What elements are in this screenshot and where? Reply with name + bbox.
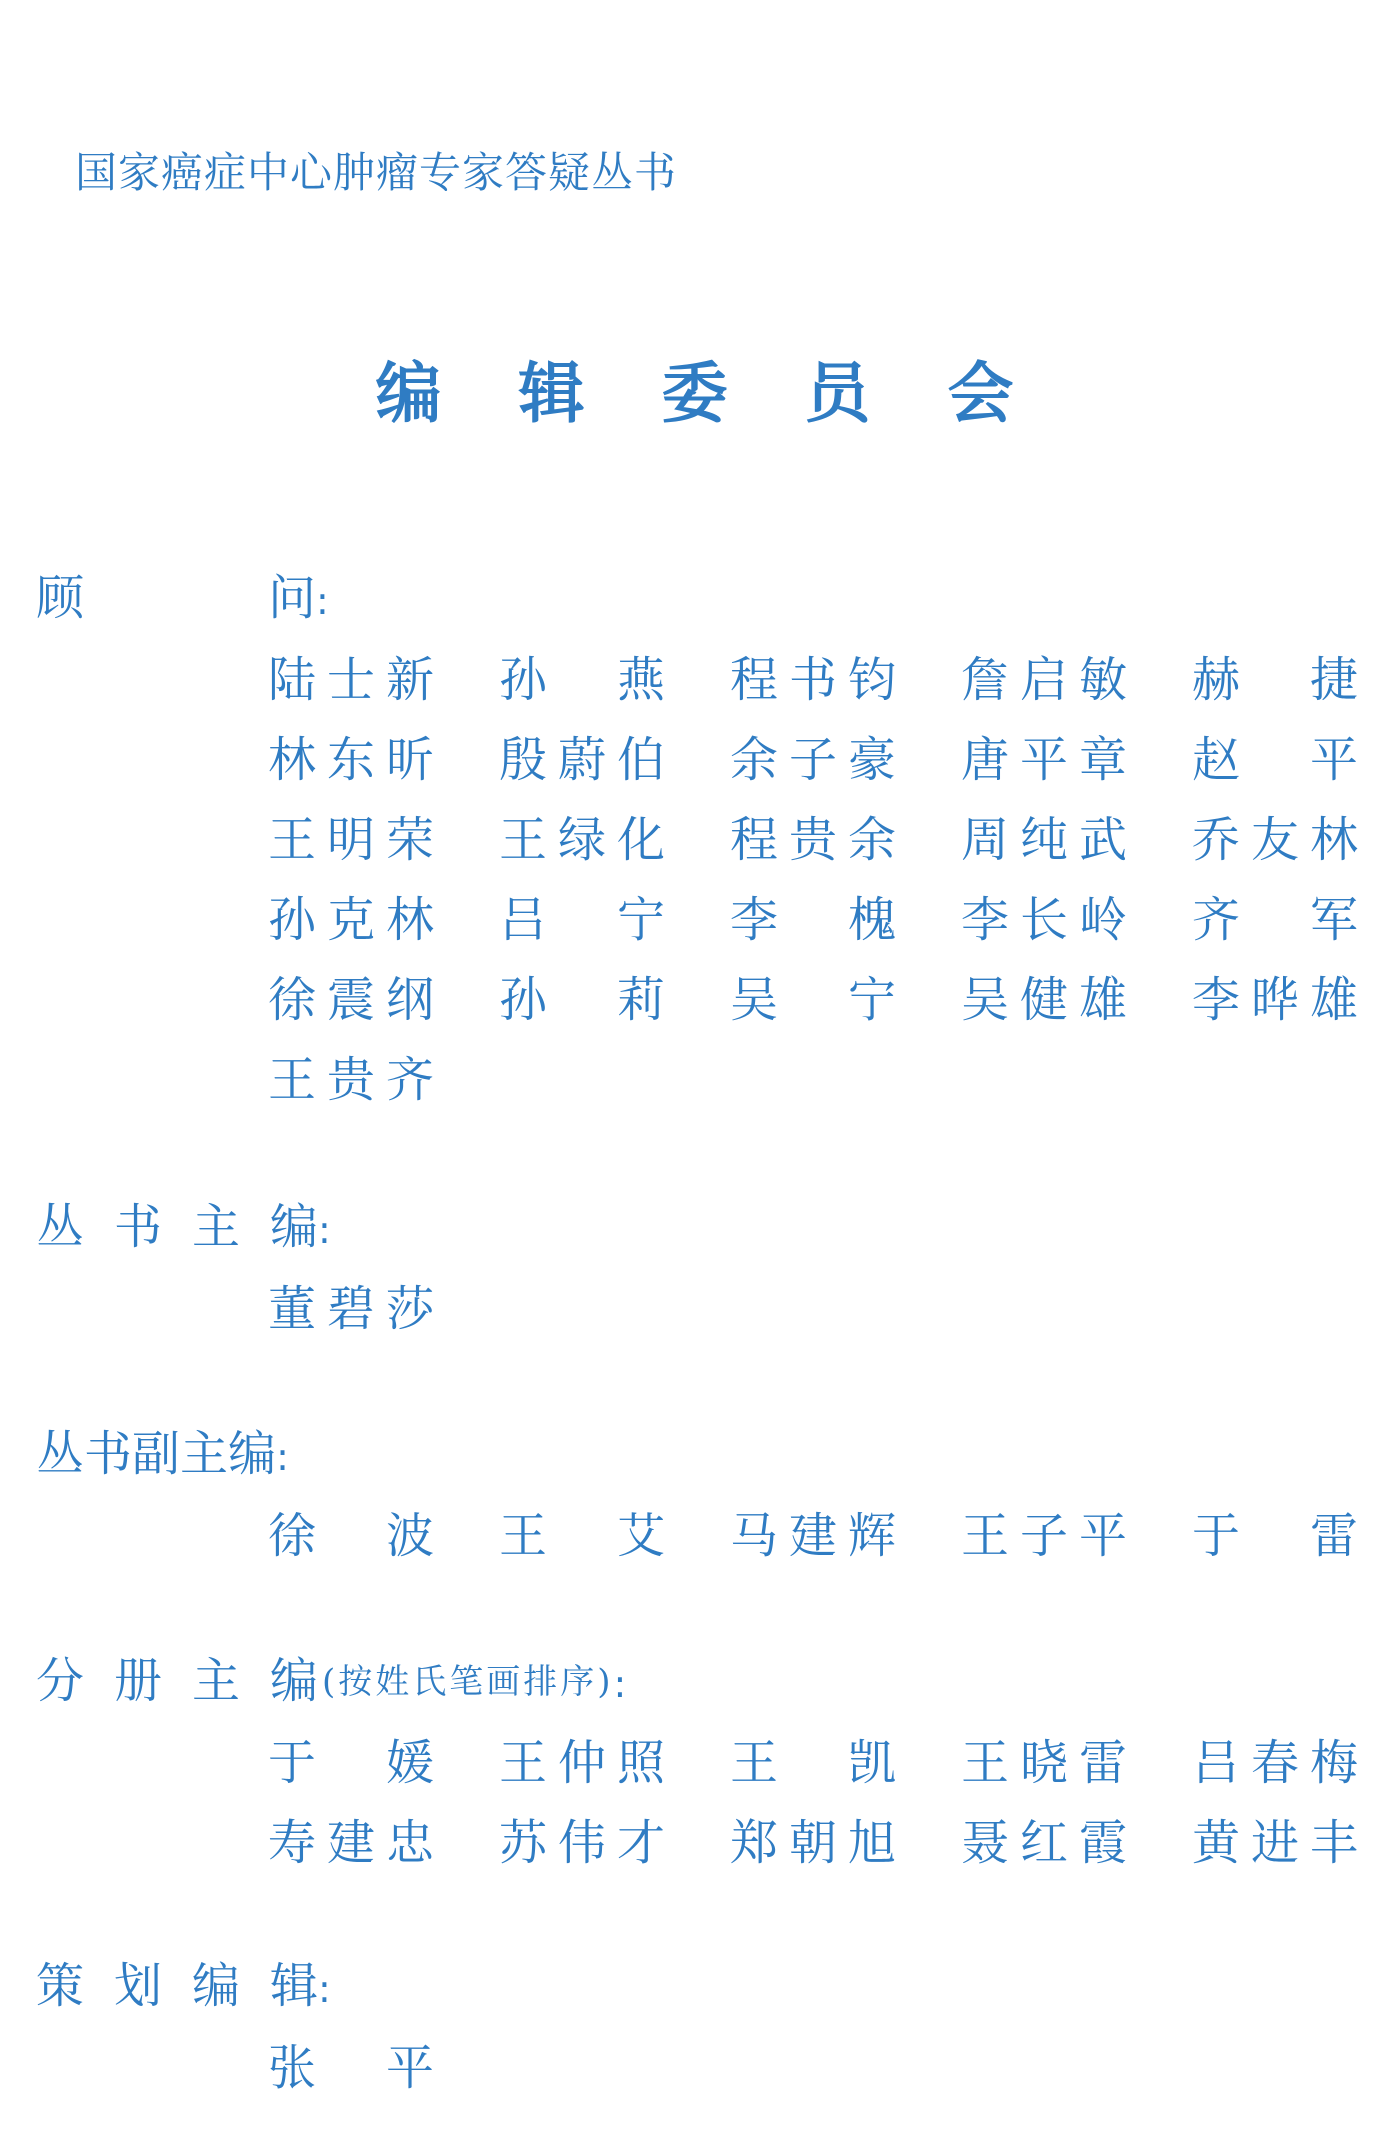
volume-editors-label-note: (按姓氏笔画排序) xyxy=(322,1662,614,1702)
advisors-label-colon: : xyxy=(316,579,329,623)
series-deputy-editors-label-char-3: 副 xyxy=(132,1426,181,1482)
name-row xyxy=(268,2038,1368,2118)
series-deputy-editors-label xyxy=(36,1424,289,1487)
advisors-label xyxy=(36,568,329,631)
person-name: 李 晔 雄 xyxy=(1192,972,1358,1028)
name-row xyxy=(268,730,1368,810)
person-name: 吕 宁 xyxy=(499,892,665,948)
series-editor-label-char-4: 编 xyxy=(270,1199,319,1255)
planning-editor-label-char-2: 划 xyxy=(114,1958,163,2014)
series-editor-label-char-1: 丛 xyxy=(36,1199,85,1255)
series-deputy-editors-name-list xyxy=(268,1506,1368,1586)
person-name: 赵 平 xyxy=(1192,732,1358,788)
person-name: 程 贵 余 xyxy=(730,812,896,868)
series-deputy-editors-label-char-2: 书 xyxy=(84,1426,133,1482)
person-name: 王 仲 照 xyxy=(499,1735,665,1791)
person-name: 吴 宁 xyxy=(730,972,896,1028)
volume-editors-label xyxy=(36,1651,626,1714)
person-name: 齐 军 xyxy=(1192,892,1358,948)
person-name: 王 绿 化 xyxy=(499,812,665,868)
person-name: 詹 启 敏 xyxy=(961,652,1127,708)
planning-editor-label-colon: : xyxy=(318,1967,331,2011)
volume-editors-label-char-3: 主 xyxy=(192,1653,241,1709)
person-name: 孙 燕 xyxy=(499,652,665,708)
volume-editors-label-char-2: 册 xyxy=(114,1653,163,1709)
person-name: 王 艾 xyxy=(499,1508,665,1564)
person-name: 李 长 岭 xyxy=(961,892,1127,948)
series-deputy-editors-label-char-4: 主 xyxy=(180,1426,229,1482)
person-name: 吴 健 雄 xyxy=(961,972,1127,1028)
person-name: 乔 友 林 xyxy=(1192,812,1358,868)
person-name: 于 雷 xyxy=(1192,1508,1358,1564)
person-name: 赫 捷 xyxy=(1192,652,1358,708)
planning-editor-name-list xyxy=(268,2038,1368,2118)
planning-editor-label-char-1: 策 xyxy=(36,1958,85,2014)
person-name: 黄 进 丰 xyxy=(1192,1815,1358,1871)
volume-editors-label-colon: : xyxy=(613,1662,627,1706)
planning-editor-label-char-3: 编 xyxy=(192,1958,241,2014)
name-row xyxy=(268,1813,1368,1893)
series-editor-label xyxy=(36,1197,331,1260)
person-name: 于 媛 xyxy=(268,1735,434,1791)
volume-editors-label-char-4: 编 xyxy=(270,1653,319,1709)
series-deputy-editors-label-char-1: 丛 xyxy=(36,1426,85,1482)
advisors-label-char-1: 顾 xyxy=(36,570,85,626)
person-name: 吕 春 梅 xyxy=(1192,1735,1358,1791)
person-name: 林 东 昕 xyxy=(268,732,434,788)
page-title: 编 辑 委 员 会 xyxy=(375,355,1041,432)
name-row xyxy=(268,1506,1368,1586)
person-name: 聂 红 霞 xyxy=(961,1815,1127,1871)
planning-editor-label xyxy=(36,1956,331,2019)
name-row xyxy=(268,810,1368,890)
person-name: 寿 建 忠 xyxy=(268,1815,434,1871)
person-name: 孙 克 林 xyxy=(268,892,434,948)
person-name: 王 晓 雷 xyxy=(961,1735,1127,1791)
name-row xyxy=(268,1050,1368,1130)
series-editor-label-char-2: 书 xyxy=(114,1199,163,1255)
name-row xyxy=(268,1279,1368,1359)
planning-editor-label-char-4: 辑 xyxy=(270,1958,319,2014)
name-row xyxy=(268,890,1368,970)
volume-editors-label-char-1: 分 xyxy=(36,1653,85,1709)
name-row xyxy=(268,650,1368,730)
name-row xyxy=(268,1733,1368,1813)
person-name: 孙 莉 xyxy=(499,972,665,1028)
series-deputy-editors-label-colon: : xyxy=(276,1435,289,1479)
person-name: 余 子 豪 xyxy=(730,732,896,788)
person-name: 王 子 平 xyxy=(961,1508,1127,1564)
person-name: 王 明 荣 xyxy=(268,812,434,868)
person-name: 唐 平 章 xyxy=(961,732,1127,788)
series-editor-label-colon: : xyxy=(318,1208,331,1252)
volume-editors-name-list xyxy=(268,1733,1368,1893)
advisors-name-list xyxy=(268,650,1368,1130)
series-editor-name-list xyxy=(268,1279,1368,1359)
series-editor-label-char-3: 主 xyxy=(192,1199,241,1255)
series-title: 国家癌症中心肿瘤专家答疑丛书 xyxy=(75,148,678,197)
person-name: 马 建 辉 xyxy=(730,1508,896,1564)
person-name: 李 槐 xyxy=(730,892,896,948)
advisors-label-char-3: 问 xyxy=(268,570,317,626)
person-name: 程 书 钧 xyxy=(730,652,896,708)
person-name: 陆 士 新 xyxy=(268,652,434,708)
person-name: 王 凯 xyxy=(730,1735,896,1791)
person-name: 王 贵 齐 xyxy=(268,1052,434,1108)
series-deputy-editors-label-char-5: 编 xyxy=(228,1426,277,1482)
person-name: 徐 波 xyxy=(268,1508,434,1564)
name-row xyxy=(268,970,1368,1050)
person-name: 董 碧 莎 xyxy=(268,1281,434,1337)
person-name: 郑 朝 旭 xyxy=(730,1815,896,1871)
person-name: 周 纯 武 xyxy=(961,812,1127,868)
person-name: 苏 伟 才 xyxy=(499,1815,665,1871)
person-name: 徐 震 纲 xyxy=(268,972,434,1028)
person-name: 殷 蔚 伯 xyxy=(499,732,665,788)
person-name: 张 平 xyxy=(268,2040,434,2096)
